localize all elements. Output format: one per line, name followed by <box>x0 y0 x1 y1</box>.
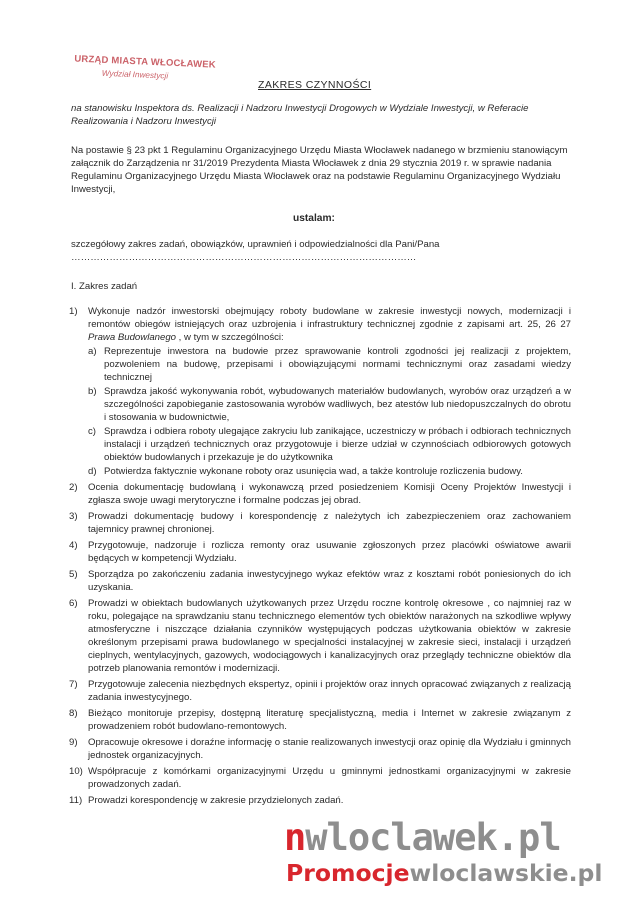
stamp-line-2: Wydział Inwestycji <box>101 68 169 81</box>
item-number: 6) <box>69 598 78 609</box>
item-number: 10) <box>69 766 83 777</box>
list-item <box>71 707 571 733</box>
list-item <box>71 794 571 807</box>
sub-item <box>88 465 571 478</box>
sub-item-text: Sprawdza i odbiera roboty ulegające zakryciu lub zanikające, uczestniczy w próbach i odbiorach technicznych instalacji i urządzeń technicznych oraz przygotowuje i bierze udział w czynnościach odbiorowych gotowych obiektów budowlanych i przekazuje je do użytkownika <box>104 426 571 463</box>
item-number: 8) <box>69 708 78 719</box>
item-number: 7) <box>69 679 78 690</box>
list-item <box>71 539 571 565</box>
sub-item-letter: b) <box>88 386 97 397</box>
item-number: 1) <box>69 306 78 317</box>
item-text: Ocenia dokumentację budowlaną i wykonawczą przed posiedzeniem Komisji Oceny Projektów Inwestycji i zgłasza swoje uwagi merytoryczne i formalne podczas jej obrad. <box>88 482 571 506</box>
watermark-grey-part: wloclawskie.pl <box>409 859 603 887</box>
stamp-line-1: URZĄD MIASTA WŁOCŁAWEK <box>74 53 217 71</box>
item-text: Prowadzi dokumentację budowy i korespondencję z należytych ich zabezpieczeniem oraz zachowaniem tajemnicy prawnej chronionej. <box>88 511 571 535</box>
item-text-italic: Prawa Budowlanego <box>88 332 177 343</box>
office-stamp <box>74 53 235 86</box>
sub-item <box>88 385 571 424</box>
list-item <box>71 510 571 536</box>
item-number: 2) <box>69 482 78 493</box>
sub-item-text: Potwierdza faktycznie wykonane roboty oraz usunięcia wad, a także kontroluje rozliczenia budowy. <box>104 466 523 477</box>
sub-item-text: Reprezentuje inwestora na budowie przez sprawowanie kontroli zgodności jej realizacji z projektem, pozwoleniem na budowę, przepisami i obowiązującymi normami technicznymi oraz zasadami wiedzy technicznej <box>104 346 571 383</box>
item-text-start: Wykonuje nadzór inwestorski obejmujący roboty budowlane w zakresie inwestycji nowych, modernizacji i remontów obiegów istniejących oraz uzbrojenia i infrastruktury technicznej zgodnie z zapisami art. 25, 26 27 <box>88 306 571 330</box>
list-item <box>71 568 571 594</box>
list-item <box>71 305 571 478</box>
task-list <box>71 305 571 810</box>
item-number: 5) <box>69 569 78 580</box>
list-item <box>71 736 571 762</box>
sub-item-text: Sprawdza jakość wykonywania robót, wybudowanych materiałów budowlanych, wyrobów oraz urządzeń a w szczególności zapobieganie zastosowania wyrobów wadliwych, bez atestów lub niedopuszczalnych do obrotu i stosowania w budownictwie, <box>104 386 571 423</box>
sub-item-letter: a) <box>88 346 97 357</box>
list-item <box>71 678 571 704</box>
watermark-red-part: Promocje <box>286 859 410 887</box>
scope-assignee-line: szczegółowy zakres zadań, obowiązków, uprawnień i odpowiedzialności dla Pani/Pana ……………………………………………………………………………………………… <box>71 239 440 263</box>
list-item <box>71 597 571 675</box>
item-text: Prowadzi w obiektach budowlanych użytkowanych przez Urzędu roczne kontrolę okresowe , co najmniej raz w roku, polegające na sprawdzaniu stanu technicznego elementów tych obiektów narażonych na szkodliwe wpływy atmosferyczne i niszczące działania czynników występujących podczas użytkowania obiektów w zakresie określonym przepisami prawa budowlanego w specjalności instalacyjnej w zakresie sieci, instalacji i urządzeń cieplnych, wentylacyjnych, gazowych, wodociągowych i kanalizacyjnych oraz przeglądy techniczne obiektów dla potrzeb planowania remontów i modernizacji. <box>88 598 571 674</box>
list-item <box>71 481 571 507</box>
watermark-grey-part: wloclawek.pl <box>305 816 561 859</box>
sub-item <box>88 425 571 464</box>
item-text-end: , w tym w szczególności: <box>176 332 284 343</box>
item-text: Współpracuje z komórkami organizacyjnymi Urzędu u gminnymi jednostkami organizacyjnymi w zakresie prowadzonych zadań. <box>88 766 571 790</box>
watermark-nwloclawek <box>284 818 561 858</box>
section-heading: I. Zakres zadań <box>71 281 138 292</box>
item-number: 9) <box>69 737 78 748</box>
ustalam-heading: ustalam: <box>293 213 335 224</box>
sub-item <box>88 345 571 384</box>
item-number: 3) <box>69 511 78 522</box>
watermark-red-part: n <box>284 816 306 859</box>
item-text: Sporządza po zakończeniu zadania inwestycyjnego wykaz efektów wraz z kosztami robót poniesionych do ich uzyskania. <box>88 569 571 593</box>
sub-item-letter: c) <box>88 426 96 437</box>
item-text: Przygotowuje zalecenia niezbędnych ekspertyz, opinii i projektów oraz innych opracować związanych z realizacją zadania inwestycyjnego. <box>88 679 571 703</box>
list-item <box>71 765 571 791</box>
sub-item-letter: d) <box>88 466 97 477</box>
item-number: 11) <box>69 795 83 806</box>
watermark-promocje <box>286 859 602 887</box>
item-text: Bieżąco monitoruje przepisy, dostępną literaturę specjalistyczną, media i Internet w zakresie związanym z prowadzeniem robót budowlano-remontowych. <box>88 708 571 732</box>
position-subtitle: na stanowisku Inspektora ds. Realizacji i Nadzoru Inwestycji Drogowych w Wydziale Inwestycji, w Referacie Realizowania i Nadzoru Inwestycji <box>71 103 529 127</box>
item-text: Przygotowuje, nadzoruje i rozlicza remonty oraz usuwanie zgłoszonych przez placówki oświatowe awarii będących w kompetencji Wydziału. <box>88 540 571 564</box>
item-text: Prowadzi korespondencję w zakresie przydzielonych zadań. <box>88 795 344 806</box>
intro-paragraph: Na postawie § 23 pkt 1 Regulaminu Organizacyjnego Urzędu Miasta Włocławek nadanego w brzmieniu stanowiącym załącznik do Zarządzenia nr 31/2019 Prezydenta Miasta Włocławek z dnia 29 stycznia 2019 r. w sprawie nadania Regulaminu Organizacyjnego Urzędu Miasta Włocławek oraz na podstawie Regulaminu Organizacyjnego Wydziału Inwestycji, <box>71 145 568 195</box>
item-text: Opracowuje okresowe i doraźne informację o stanie realizowanych inwestycji oraz opinię dla Wydziału i gminnych jednostek organizacyjnych. <box>88 737 571 761</box>
item-number: 4) <box>69 540 78 551</box>
document-title: ZAKRES CZYNNOŚCI <box>258 79 372 91</box>
